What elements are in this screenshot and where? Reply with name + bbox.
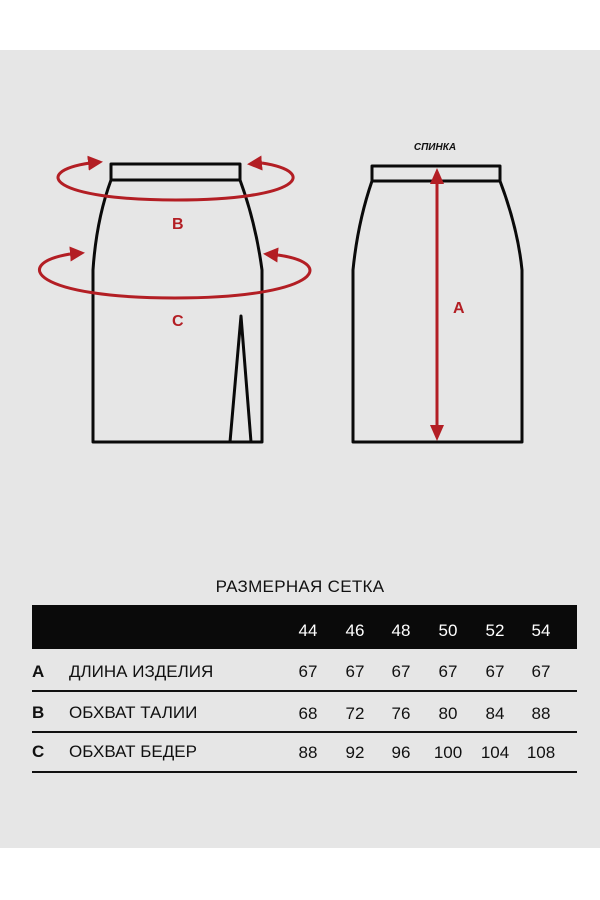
size-header-46: 46 — [345, 621, 365, 640]
table-cell: 104 — [480, 743, 510, 762]
size-header-50: 50 — [438, 621, 458, 640]
table-cell: 72 — [345, 704, 365, 723]
size-header-44: 44 — [298, 621, 318, 640]
table-cell: 100 — [433, 743, 463, 762]
size-table-title: РАЗМЕРНАЯ СЕТКА — [215, 577, 385, 596]
row-name-length: ДЛИНА ИЗДЕЛИЯ — [69, 662, 214, 681]
row-name-hips: ОБХВАТ БЕДЕР — [69, 742, 197, 761]
table-cell: 76 — [391, 704, 411, 723]
size-header-52: 52 — [485, 621, 505, 640]
size-header-54: 54 — [531, 621, 551, 640]
row-letter-b: B — [32, 703, 45, 722]
table-cell: 67 — [345, 662, 365, 681]
row-letter-c: C — [32, 742, 45, 761]
table-cell: 92 — [345, 743, 365, 762]
table-cell: 67 — [298, 662, 318, 681]
row-letter-a: A — [32, 662, 45, 681]
table-cell: 88 — [298, 743, 318, 762]
hip-label-c: C — [172, 313, 184, 330]
table-cell: 67 — [531, 662, 551, 681]
row-divider — [32, 771, 577, 773]
row-divider — [32, 690, 577, 692]
size-chart-panel — [0, 50, 600, 848]
row-divider — [32, 731, 577, 733]
table-cell: 67 — [485, 662, 505, 681]
size-header-48: 48 — [391, 621, 411, 640]
length-label-a: A — [453, 300, 465, 317]
table-cell: 67 — [391, 662, 411, 681]
table-cell: 67 — [438, 662, 458, 681]
table-cell: 68 — [298, 704, 318, 723]
row-name-waist: ОБХВАТ ТАЛИИ — [69, 703, 198, 722]
back-view-label: СПИНКА — [413, 142, 457, 153]
table-cell: 84 — [485, 704, 505, 723]
skirt-diagram — [0, 50, 600, 470]
waist-label-b: B — [172, 216, 184, 233]
table-cell: 88 — [531, 704, 551, 723]
front-skirt-outline — [93, 164, 262, 442]
table-cell: 108 — [526, 743, 556, 762]
hip-measure-ring — [39, 253, 310, 298]
length-measure-arrow — [430, 168, 444, 441]
table-cell: 80 — [438, 704, 458, 723]
table-cell: 96 — [391, 743, 411, 762]
